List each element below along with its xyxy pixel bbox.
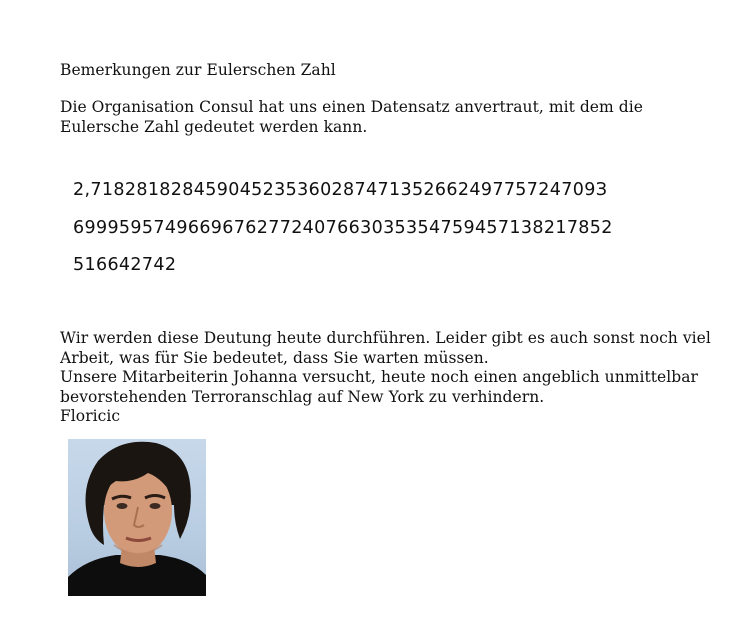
- closing-paragraph: [60, 329, 735, 427]
- closing-line-1: Wir werden diese Deutung heute durchführen. Leider gibt es auch sonst noch viel Arbeit, was für Sie bedeutet, dass Sie warten müssen.: [60, 329, 711, 367]
- euler-digits-line-2: 69995957496696762772407663035354759457138217852: [73, 218, 613, 238]
- signature-name: Floricic: [60, 407, 121, 425]
- euler-digits-line-3: 516642742: [73, 255, 177, 275]
- closing-line-2: Unsere Mitarbeiterin Johanna versucht, heute noch einen angeblich unmittelbar bevorstehenden Terroranschlag auf New York zu verhindern.: [60, 368, 698, 406]
- portrait-illustration: [68, 439, 206, 596]
- document-heading: Bemerkungen zur Eulerschen Zahl: [60, 61, 336, 79]
- euler-digits-line-1: 2,71828182845904523536028747135266249775724709З: [73, 180, 608, 200]
- intro-paragraph: Die Organisation Consul hat uns einen Datensatz anvertraut, mit dem die Eulersche Zahl gedeutet werden kann.: [60, 98, 643, 136]
- portrait-photo: [68, 439, 206, 596]
